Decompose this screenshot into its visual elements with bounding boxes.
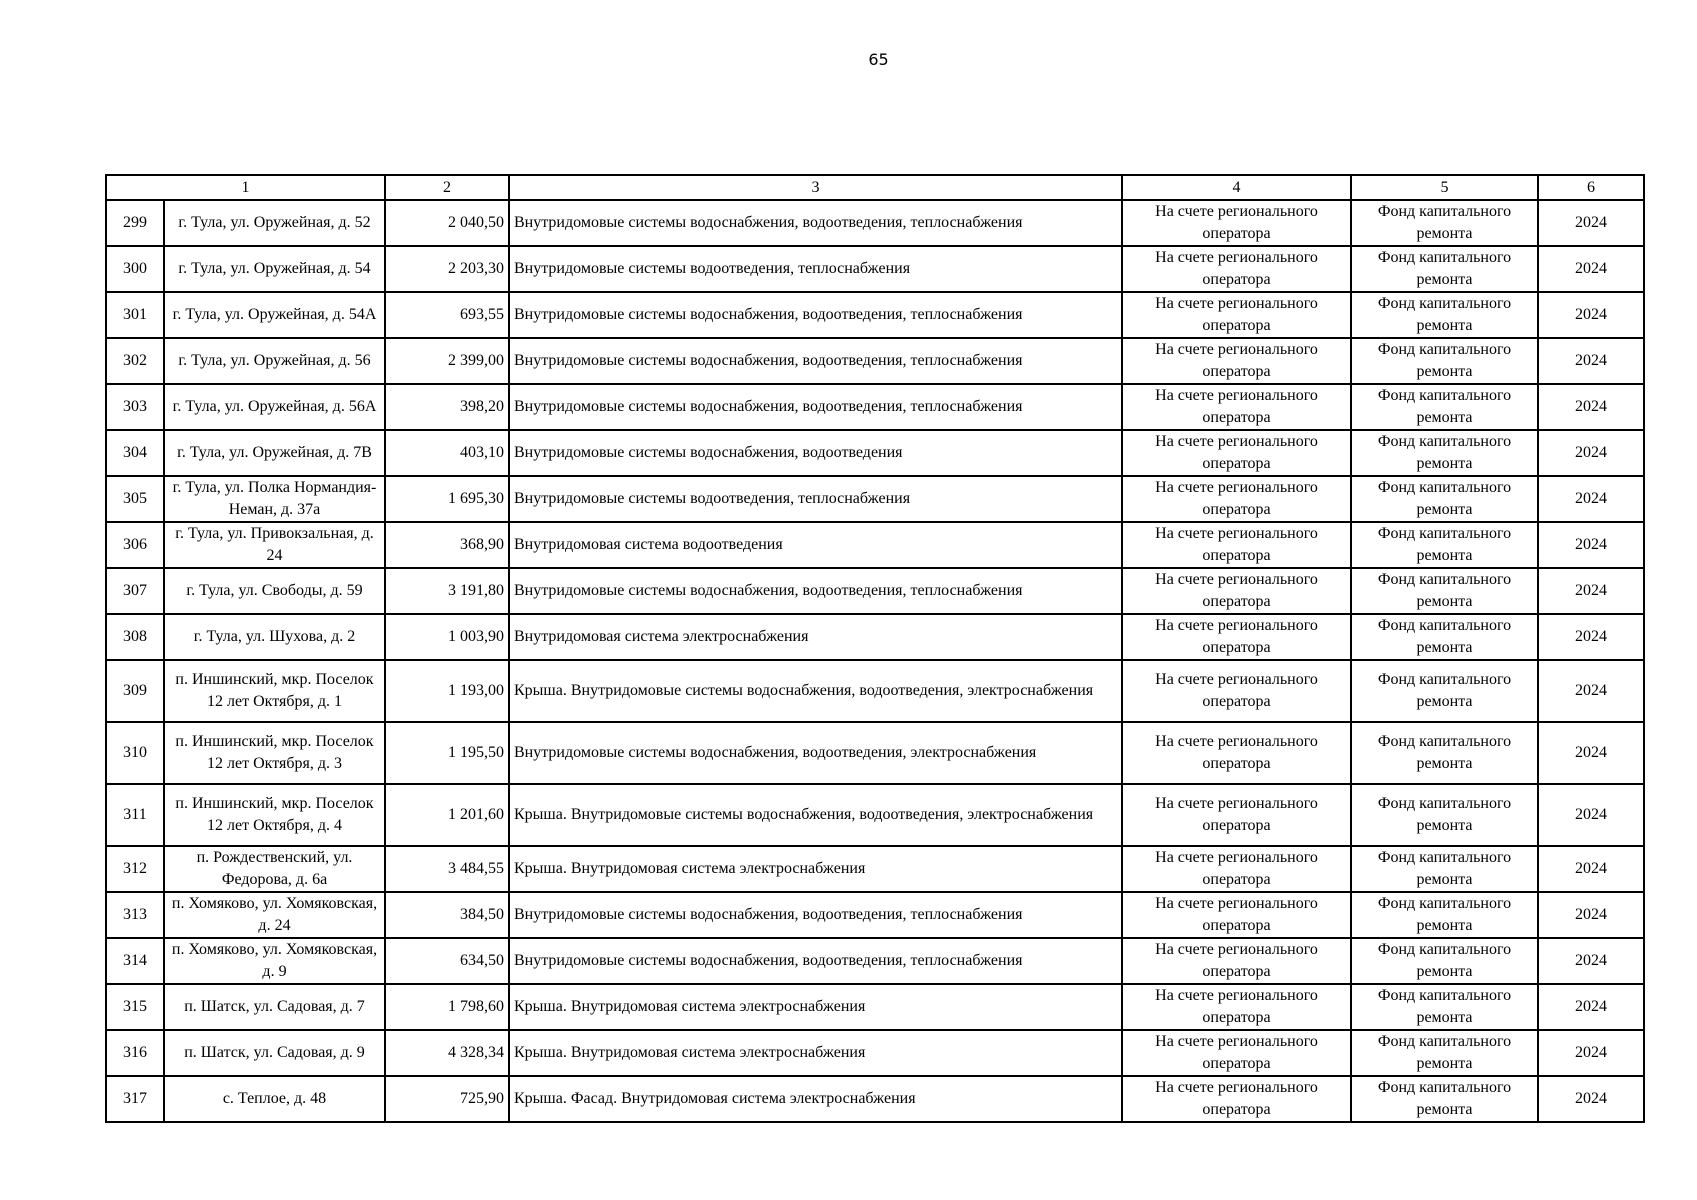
address-cell: г. Тула, ул. Привокзальная, д. 24 (164, 522, 385, 568)
cost-cell: 2 203,30 (385, 246, 509, 292)
column-header: 2 (385, 175, 509, 200)
works-cell: Крыша. Фасад. Внутридомовая система электроснабжения (509, 1076, 1122, 1122)
cost-cell: 4 328,34 (385, 1030, 509, 1076)
funding-source-cell: Фонд капитального ремонта (1351, 292, 1538, 338)
row-number: 311 (106, 784, 164, 846)
column-header: 1 (106, 175, 385, 200)
year-cell: 2024 (1538, 384, 1644, 430)
row-number: 302 (106, 338, 164, 384)
address-cell: г. Тула, ул. Оружейная, д. 54 (164, 246, 385, 292)
address-cell: п. Хомяково, ул. Хомяковская, д. 9 (164, 938, 385, 984)
cost-cell: 2 399,00 (385, 338, 509, 384)
year-cell: 2024 (1538, 430, 1644, 476)
address-cell: п. Шатск, ул. Садовая, д. 7 (164, 984, 385, 1030)
table-row (106, 522, 1644, 568)
address-cell: г. Тула, ул. Шухова, д. 2 (164, 614, 385, 660)
address-cell: г. Тула, ул. Оружейная, д. 54А (164, 292, 385, 338)
table-row (106, 568, 1644, 614)
column-header: 3 (509, 175, 1122, 200)
account-cell: На счете регионального оператора (1122, 292, 1351, 338)
works-cell: Внутридомовая система водоотведения (509, 522, 1122, 568)
row-number: 303 (106, 384, 164, 430)
column-header: 5 (1351, 175, 1538, 200)
row-number: 304 (106, 430, 164, 476)
row-number: 314 (106, 938, 164, 984)
address-cell: г. Тула, ул. Свободы, д. 59 (164, 568, 385, 614)
year-cell: 2024 (1538, 660, 1644, 722)
works-cell: Внутридомовые системы водоснабжения, водоотведения, теплоснабжения (509, 568, 1122, 614)
account-cell: На счете регионального оператора (1122, 892, 1351, 938)
year-cell: 2024 (1538, 846, 1644, 892)
funding-source-cell: Фонд капитального ремонта (1351, 984, 1538, 1030)
table-row (106, 614, 1644, 660)
table-row (106, 246, 1644, 292)
funding-source-cell: Фонд капитального ремонта (1351, 522, 1538, 568)
address-cell: п. Рождественский, ул. Федорова, д. 6а (164, 846, 385, 892)
account-cell: На счете регионального оператора (1122, 784, 1351, 846)
account-cell: На счете регионального оператора (1122, 984, 1351, 1030)
cost-cell: 1 201,60 (385, 784, 509, 846)
year-cell: 2024 (1538, 246, 1644, 292)
year-cell: 2024 (1538, 1076, 1644, 1122)
account-cell: На счете регионального оператора (1122, 846, 1351, 892)
account-cell: На счете регионального оператора (1122, 568, 1351, 614)
works-cell: Внутридомовые системы водоснабжения, водоотведения, теплоснабжения (509, 384, 1122, 430)
year-cell: 2024 (1538, 476, 1644, 522)
funding-source-cell: Фонд капитального ремонта (1351, 476, 1538, 522)
row-number: 308 (106, 614, 164, 660)
cost-cell: 1 695,30 (385, 476, 509, 522)
address-cell: п. Иншинский, мкр. Поселок 12 лет Октября, д. 4 (164, 784, 385, 846)
address-cell: г. Тула, ул. Оружейная, д. 7В (164, 430, 385, 476)
funding-source-cell: Фонд капитального ремонта (1351, 784, 1538, 846)
funding-source-cell: Фонд капитального ремонта (1351, 614, 1538, 660)
table-row (106, 722, 1644, 784)
works-cell: Внутридомовые системы водоотведения, теплоснабжения (509, 476, 1122, 522)
table-body (106, 200, 1644, 1122)
address-cell: п. Шатск, ул. Садовая, д. 9 (164, 1030, 385, 1076)
row-number: 310 (106, 722, 164, 784)
row-number: 315 (106, 984, 164, 1030)
cost-cell: 368,90 (385, 522, 509, 568)
year-cell: 2024 (1538, 938, 1644, 984)
works-cell: Внутридомовые системы водоснабжения, водоотведения, теплоснабжения (509, 292, 1122, 338)
funding-source-cell: Фонд капитального ремонта (1351, 1030, 1538, 1076)
row-number: 301 (106, 292, 164, 338)
funding-source-cell: Фонд капитального ремонта (1351, 568, 1538, 614)
address-cell: п. Иншинский, мкр. Поселок 12 лет Октября, д. 1 (164, 660, 385, 722)
works-cell: Внутридомовые системы водоснабжения, водоотведения, теплоснабжения (509, 892, 1122, 938)
row-number: 305 (106, 476, 164, 522)
account-cell: На счете регионального оператора (1122, 614, 1351, 660)
address-cell: г. Тула, ул. Оружейная, д. 56А (164, 384, 385, 430)
works-cell: Крыша. Внутридомовые системы водоснабжения, водоотведения, электроснабжения (509, 784, 1122, 846)
address-cell: г. Тула, ул. Оружейная, д. 52 (164, 200, 385, 246)
year-cell: 2024 (1538, 722, 1644, 784)
account-cell: На счете регионального оператора (1122, 384, 1351, 430)
funding-source-cell: Фонд капитального ремонта (1351, 722, 1538, 784)
row-number: 307 (106, 568, 164, 614)
works-cell: Внутридомовая система электроснабжения (509, 614, 1122, 660)
account-cell: На счете регионального оператора (1122, 938, 1351, 984)
account-cell: На счете регионального оператора (1122, 246, 1351, 292)
year-cell: 2024 (1538, 522, 1644, 568)
year-cell: 2024 (1538, 1030, 1644, 1076)
account-cell: На счете регионального оператора (1122, 200, 1351, 246)
table-row (106, 984, 1644, 1030)
row-number: 312 (106, 846, 164, 892)
year-cell: 2024 (1538, 338, 1644, 384)
account-cell: На счете регионального оператора (1122, 476, 1351, 522)
funding-source-cell: Фонд капитального ремонта (1351, 660, 1538, 722)
cost-cell: 2 040,50 (385, 200, 509, 246)
year-cell: 2024 (1538, 568, 1644, 614)
works-cell: Внутридомовые системы водоснабжения, водоотведения, теплоснабжения (509, 938, 1122, 984)
page-number: 65 (868, 50, 889, 69)
table-row (106, 430, 1644, 476)
row-number: 299 (106, 200, 164, 246)
account-cell: На счете регионального оператора (1122, 660, 1351, 722)
cost-cell: 403,10 (385, 430, 509, 476)
cost-cell: 1 195,50 (385, 722, 509, 784)
cost-cell: 1 003,90 (385, 614, 509, 660)
cost-cell: 1 193,00 (385, 660, 509, 722)
table-header-row (106, 175, 1644, 200)
row-number: 309 (106, 660, 164, 722)
year-cell: 2024 (1538, 614, 1644, 660)
funding-source-cell: Фонд капитального ремонта (1351, 846, 1538, 892)
table-row (106, 384, 1644, 430)
year-cell: 2024 (1538, 892, 1644, 938)
works-cell: Крыша. Внутридомовая система электроснабжения (509, 846, 1122, 892)
funding-source-cell: Фонд капитального ремонта (1351, 338, 1538, 384)
table-row (106, 200, 1644, 246)
table-row (106, 784, 1644, 846)
works-cell: Внутридомовые системы водоснабжения, водоотведения, теплоснабжения (509, 200, 1122, 246)
row-number: 306 (106, 522, 164, 568)
works-cell: Внутридомовые системы водоснабжения, водоотведения, электроснабжения (509, 722, 1122, 784)
account-cell: На счете регионального оператора (1122, 430, 1351, 476)
table-row (106, 660, 1644, 722)
account-cell: На счете регионального оператора (1122, 338, 1351, 384)
table-row (106, 338, 1644, 384)
address-cell: п. Иншинский, мкр. Поселок 12 лет Октября, д. 3 (164, 722, 385, 784)
row-number: 313 (106, 892, 164, 938)
funding-source-cell: Фонд капитального ремонта (1351, 200, 1538, 246)
table-row (106, 892, 1644, 938)
table-row (106, 476, 1644, 522)
cost-cell: 725,90 (385, 1076, 509, 1122)
row-number: 317 (106, 1076, 164, 1122)
year-cell: 2024 (1538, 200, 1644, 246)
address-cell: г. Тула, ул. Оружейная, д. 56 (164, 338, 385, 384)
row-number: 300 (106, 246, 164, 292)
cost-cell: 384,50 (385, 892, 509, 938)
funding-source-cell: Фонд капитального ремонта (1351, 246, 1538, 292)
address-cell: п. Хомяково, ул. Хомяковская, д. 24 (164, 892, 385, 938)
table-row (106, 1030, 1644, 1076)
funding-source-cell: Фонд капитального ремонта (1351, 938, 1538, 984)
funding-source-cell: Фонд капитального ремонта (1351, 1076, 1538, 1122)
account-cell: На счете регионального оператора (1122, 722, 1351, 784)
account-cell: На счете регионального оператора (1122, 522, 1351, 568)
cost-cell: 398,20 (385, 384, 509, 430)
works-cell: Крыша. Внутридомовая система электроснабжения (509, 1030, 1122, 1076)
works-cell: Внутридомовые системы водоснабжения, водоотведения, теплоснабжения (509, 338, 1122, 384)
year-cell: 2024 (1538, 984, 1644, 1030)
funding-source-cell: Фонд капитального ремонта (1351, 892, 1538, 938)
works-cell: Крыша. Внутридомовая система электроснабжения (509, 984, 1122, 1030)
column-header: 6 (1538, 175, 1644, 200)
account-cell: На счете регионального оператора (1122, 1030, 1351, 1076)
cost-cell: 3 191,80 (385, 568, 509, 614)
funding-source-cell: Фонд капитального ремонта (1351, 430, 1538, 476)
table-row (106, 1076, 1644, 1122)
year-cell: 2024 (1538, 784, 1644, 846)
cost-cell: 1 798,60 (385, 984, 509, 1030)
capital-repair-table (105, 174, 1645, 1123)
column-header: 4 (1122, 175, 1351, 200)
funding-source-cell: Фонд капитального ремонта (1351, 384, 1538, 430)
row-number: 316 (106, 1030, 164, 1076)
table-row (106, 292, 1644, 338)
works-cell: Крыша. Внутридомовые системы водоснабжения, водоотведения, электроснабжения (509, 660, 1122, 722)
address-cell: с. Теплое, д. 48 (164, 1076, 385, 1122)
table-row (106, 846, 1644, 892)
works-cell: Внутридомовые системы водоотведения, теплоснабжения (509, 246, 1122, 292)
cost-cell: 693,55 (385, 292, 509, 338)
works-cell: Внутридомовые системы водоснабжения, водоотведения (509, 430, 1122, 476)
cost-cell: 634,50 (385, 938, 509, 984)
address-cell: г. Тула, ул. Полка Нормандия-Неман, д. 37а (164, 476, 385, 522)
table-row (106, 938, 1644, 984)
cost-cell: 3 484,55 (385, 846, 509, 892)
year-cell: 2024 (1538, 292, 1644, 338)
account-cell: На счете регионального оператора (1122, 1076, 1351, 1122)
